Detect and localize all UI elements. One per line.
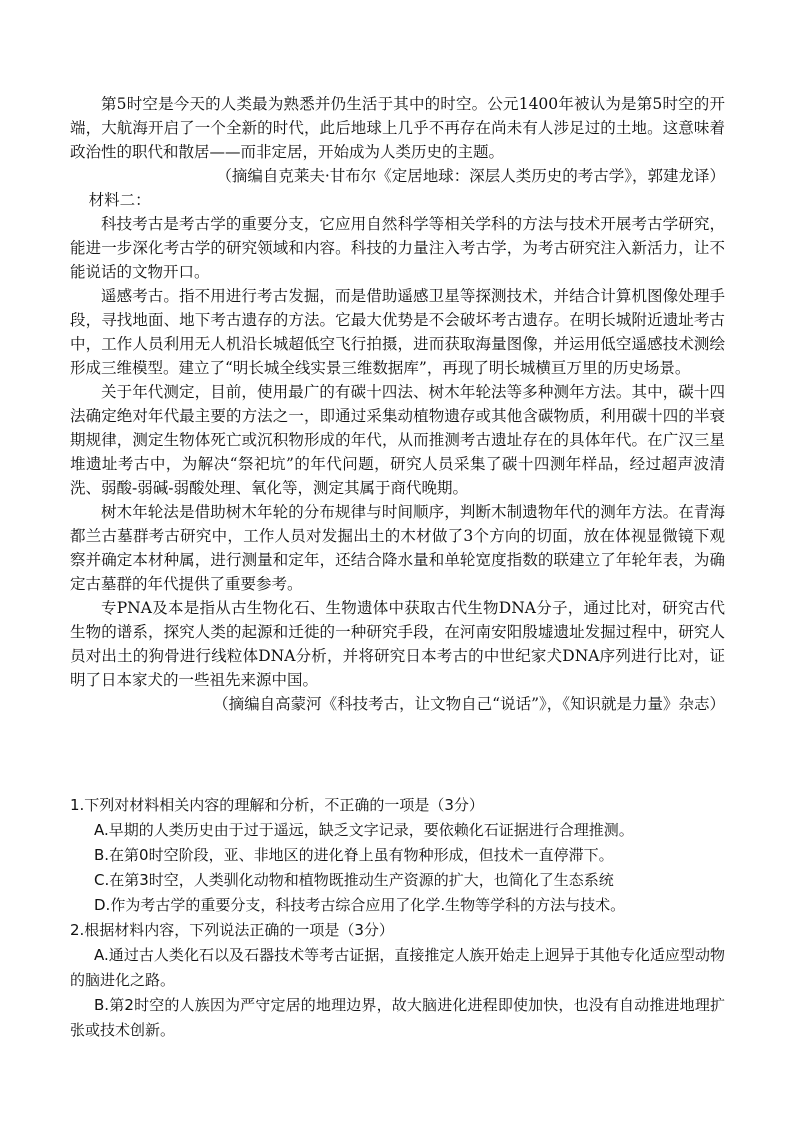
paragraph-ancient-dna: 专PNA及本是指从古生物化石、生物遗体中获取古代生物DNA分子，通过比对，研究古代生物的谱系，探究人类的起源和迁徙的一种研究手段，在河南安阳殷墟遗址发掘过程中，研究人员对出土的狗骨进行线粒体DNA分析，并将研究日本考古的中世纪家犬DNA序列进行比对，证明了日本家犬的一些祖先来源中国。 (70, 599, 725, 689)
paragraph-fifth-timespace: 第5时空是今天的人类最为熟悉并仍生活于其中的时空。公元1400年被认为是第5时空的开端，大航海开启了一个全新的时代，此后地球上几乎不再存在尚未有人涉足过的土地。这意味着政治性的职代和散居——而非定居，开始成为人类历史的主题。 (70, 95, 725, 161)
paragraph-dating: 关于年代测定，目前，使用最广的有碳十四法、树木年轮法等多种测年方法。其中，碳十四法确定绝对年代最主要的方法之一，即通过采集动植物遗存或其他含碳物质，利用碳十四的半衰期规律，测定生物体死亡或沉积物形成的年代，从而推测考古遗址存在的具体年代。在广汉三星堆遗址考古中，为解决“祭祀坑”的年代问题，研究人员采集了碳十四测年样品，经过超声波清洗、弱酸-弱碱-弱酸处理、氧化等，测定其属于商代晚期。 (70, 383, 725, 497)
question-1-option-b: B.在第0时空阶段，亚、非地区的进化脊上虽有物种形成，但技术一直停滞下。 (94, 846, 614, 864)
material-two-heading: 材料二： (88, 191, 151, 209)
question-1-option-c: C.在第3时空，人类驯化动物和植物既推动生产资源的扩大，也简化了生态系统 (94, 871, 614, 889)
question-1-option-a: A.早期的人类历史由于过于遥远，缺乏文字记录，要依赖化石证据进行合理推测。 (94, 821, 634, 839)
question-1-option-d: D.作为考古学的重要分支，科技考古综合应用了化学.生物等学科的方法与技术。 (94, 896, 626, 914)
paragraph-tech-archaeology: 科技考古是考古学的重要分支，它应用自然科学等相关学科的方法与技术开展考古学研究，能进一步深化考古学的研究领域和内容。科技的力量注入考古学，为考古研究注入新活力，让不能说话的文物开口。 (70, 215, 725, 281)
citation-material-one: （摘编自克莱夫·甘布尔《定居地球：深层人类历史的考古学》，郭建龙译） (216, 167, 725, 185)
question-2-option-a: A.通过古人类化石以及石器技术等考古证据，直接推定人族开始走上迥异于其他专化适应型动物的脑进化之路。 (70, 946, 725, 989)
reading-passage (70, 92, 725, 716)
paragraph-tree-ring: 树木年轮法是借助树木年轮的分布规律与时间顺序，判断木制遗物年代的测年方法。在青海都兰古墓群考古研究中，工作人员对发掘出土的木材做了3个方向的切面，放在体视显微镜下观察并确定本材种属，进行测量和定年，还结合降水量和单轮宽度指数的联建立了年轮年表，为确定古墓群的年代提供了重要参考。 (70, 503, 725, 593)
question-1-stem: 1.下列对材料相关内容的理解和分析，不正确的一项是（3分） (70, 796, 484, 814)
citation-material-two: （摘编自高蒙河《科技考古，让文物自己“说话”》，《知识就是力量》杂志） (213, 695, 725, 713)
question-section (70, 793, 725, 1043)
question-2-stem: 2.根据材料内容，下列说法正确的一项是（3分） (70, 921, 394, 939)
paragraph-remote-sensing: 遥感考古。指不用进行考古发掘，而是借助遥感卫星等探测技术，并结合计算机图像处理手段，寻找地面、地下考古遗存的方法。它最大优势是不会破坏考古遗存。在明长城附近遗址考古中，工作人员利用无人机沿长城超低空飞行拍摄，进而获取海量图像，并运用低空遥感技术测绘形成三维模型。建立了“明长城全线实景三维数据库”，再现了明长城横亘万里的历史场景。 (70, 287, 725, 377)
question-2-option-b: B.第2时空的人族因为严守定居的地理边界，故大脑进化进程即使加快，也没有自动推进地理扩张或技术创新。 (70, 996, 725, 1039)
